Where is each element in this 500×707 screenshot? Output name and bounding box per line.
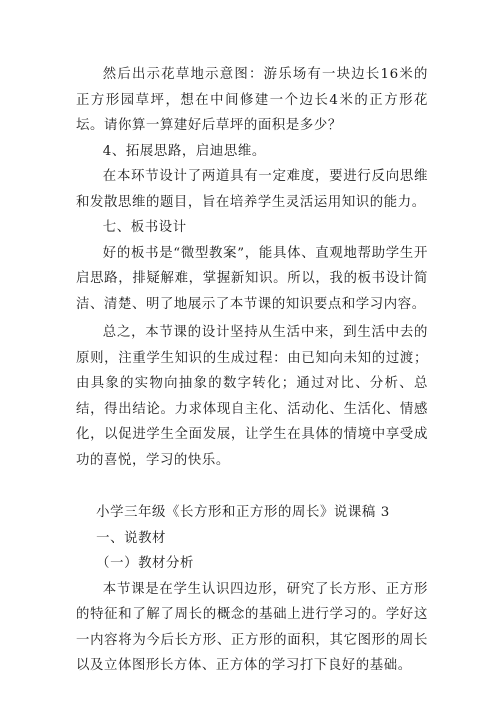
paragraph-reverse-thinking: 在本环节设计了两道具有一定难度，要进行反向思维和发散思维的题目，旨在培养学生灵活运用知识的能力。 — [76, 169, 428, 210]
heading-board-design: 七、板书设计 — [102, 220, 187, 235]
paragraph-board-design: 好的板书是“微型教案”，能具体、直观地帮助学生开启思路，排疑解难，掌握新知识。所以，我的板书设计简洁、清楚、明了地展示了本节课的知识要点和学习内容。 — [76, 245, 428, 312]
spacer — [76, 473, 428, 500]
section-title: 小学三年级《长方形和正方形的周长》说课稿 3 — [96, 505, 390, 520]
paragraph-summary: 总之，本节课的设计坚持从生活中来，到生活中去的原则，注重学生知识的生成过程：由已知向未知的过渡；由具象的实物向抽象的数字转化；通过对比、分析、总结，得出结论。力求体现自主化、活动化、生活化、情感化，以促进学生全面发展，让学生在具体的情境中享受成功的喜悦，学习的快乐。 — [76, 325, 428, 468]
document-body — [76, 62, 428, 679]
paragraph-flower-bed-problem: 然后出示花草地示意图：游乐场有一块边长16米的正方形园草坪，想在中间修建一个边长4米的正方形花坛。请你算一算建好后草坪的面积是多少？ — [76, 67, 428, 133]
paragraph-expand-thinking: 4、拓展思路，启迪思维。 — [102, 143, 266, 159]
paragraph-material-analysis: 本节课是在学生认识四边形，研究了长方形、正方形的特征和了解了周长的概念的基础上进行学习的。学好这一内容将为今后长方形、正方形的面积，其它图形的周长以及立体图形长方体、正方体的学习打下良好的基础。 — [76, 581, 428, 673]
section-heading-material-analysis: （一）教材分析 — [96, 556, 195, 571]
section-heading-teaching-material: 一、说教材 — [96, 530, 167, 546]
